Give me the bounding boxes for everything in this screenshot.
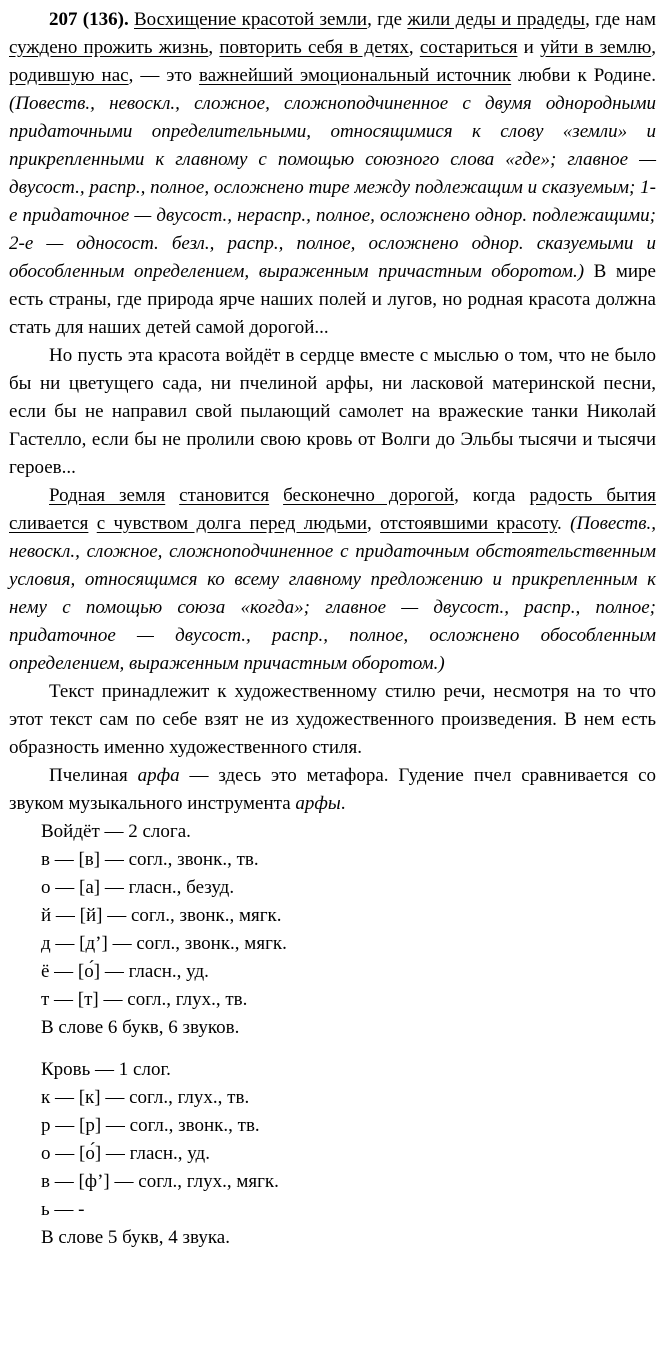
paragraph-style-analysis (9, 678, 656, 762)
text-segment: . (557, 513, 571, 534)
text-segment: р — [р] — согл., звонк., тв. (41, 1115, 260, 1136)
phonetic-line (9, 930, 656, 958)
text-segment: — здесь это метафора. Гудение пчел сравнивается со звуком музыкального инструмента (9, 765, 656, 814)
text-segment: о — [о́] — гласн., уд. (41, 1143, 210, 1164)
text-segment: состариться (419, 37, 518, 58)
text-segment: любви к Родине. (511, 65, 656, 86)
phonetic-line (9, 1196, 656, 1224)
phonetic-word-1-total (9, 1014, 656, 1042)
phonetic-line (9, 846, 656, 874)
text-segment: суждено прожить жизнь (9, 37, 209, 58)
text-segment: отстоявшими красоту (380, 513, 558, 534)
phonetic-line (9, 902, 656, 930)
text-segment: повторить себя в детях (219, 37, 409, 58)
exercise-paragraph-main (9, 6, 656, 342)
text-segment: . (340, 793, 346, 814)
document-content (9, 6, 656, 1252)
phonetic-line (9, 1168, 656, 1196)
text-segment: д — [д’] — согл., звонк., мягк. (41, 933, 287, 954)
text-segment: Но пусть эта красота войдёт в сердце вместе с мыслью о том, что не было бы ни цветущего сада, ни пчелиной арфы, ни ласковой материнской песни, если бы не направил свой пылающий самолет на вражеские танки Николай Гастелло, если бы не пролили свою кровь от Волги до Эльбы тысячи и тысячи героев... (9, 345, 656, 478)
text-segment (165, 485, 179, 506)
text-segment: Кровь — 1 слог. (41, 1059, 171, 1080)
text-segment: 207 (136). (49, 9, 134, 30)
paragraph-krasota (9, 342, 656, 482)
text-segment: ё — [о́] — гласн., уд. (41, 961, 209, 982)
text-segment (269, 485, 283, 506)
text-segment: уйти в землю (540, 37, 652, 58)
paragraph-metaphor (9, 762, 656, 818)
text-segment: важнейший эмоциональный источник (198, 65, 512, 86)
text-segment: и (517, 37, 541, 58)
block-spacer (9, 1042, 656, 1056)
text-segment: , где нам (585, 9, 656, 30)
text-segment: , — это (128, 65, 199, 86)
phonetic-word-2-title (9, 1056, 656, 1084)
phonetic-line (9, 1084, 656, 1112)
text-segment: к — [к] — согл., глух., тв. (41, 1087, 250, 1108)
text-segment: жили деды и прадеды (407, 9, 586, 30)
text-segment: Текст принадлежит к художественному стилю речи, несмотря на то что этот текст сам по себе взят не из художественного произведения. В нем есть образность именно художественного стиля. (9, 681, 656, 758)
text-segment: , (366, 513, 381, 534)
text-segment: ь — - (41, 1199, 85, 1220)
phonetic-word-2-total (9, 1224, 656, 1252)
text-segment (88, 513, 96, 534)
phonetic-line (9, 958, 656, 986)
phonetic-line (9, 1140, 656, 1168)
text-segment: В слове 6 букв, 6 звуков. (41, 1017, 240, 1038)
text-segment: становится (179, 485, 270, 506)
text-segment: родившую нас (9, 65, 129, 86)
text-segment: сливается (9, 513, 89, 534)
text-segment: арфа (137, 765, 180, 786)
text-segment: (Повеств., невоскл., сложное, сложноподчиненное с придаточным обстоятельственным условия, относящимся ко всему главному предложению и прикрепленным к нему с помощью союза «когда»; главное — двусост., распр., полное; придаточное — двусост., распр., полное, осложнено обособленным определением, выраженным причастным оборотом.) (9, 513, 657, 674)
text-segment: , (651, 37, 657, 58)
text-segment: Пчелиная (49, 765, 138, 786)
text-segment: с чувством долга перед людьми (96, 513, 367, 534)
phonetic-line (9, 986, 656, 1014)
text-segment: й — [й] — согл., звонк., мягк. (41, 905, 282, 926)
text-segment: , (208, 37, 220, 58)
phonetic-line (9, 1112, 656, 1140)
text-segment: В мире есть страны, где природа ярче наших полей и лугов, но родная красота должна стать для наших детей самой дорогой... (9, 261, 656, 338)
text-segment: т — [т] — согл., глух., тв. (41, 989, 248, 1010)
text-segment: арфы (295, 793, 341, 814)
text-segment: в — [в] — согл., звонк., тв. (41, 849, 259, 870)
text-segment: (Повеств., невоскл., сложное, сложноподчиненное с двумя однородными придаточными определительными, относящимися к слову «земли» и прикрепленными к главному с помощью союзного слова «где»; главное — двусост., распр., полное, осложнено тире между подлежащим и сказуемым; 1-е придаточное — двусост., нераспр., полное, осложнено однор. подлежащими; 2-е — односост. безл., распр., полное, осложнено однор. сказуемыми и обособленным определением, выраженным причастным оборотом.) (9, 93, 656, 282)
text-segment: о — [а] — гласн., безуд. (41, 877, 235, 898)
text-segment: Восхищение красотой земли (134, 9, 368, 30)
text-segment: , (408, 37, 420, 58)
phonetic-word-1-title (9, 818, 656, 846)
text-segment: В слове 5 букв, 4 звука. (41, 1227, 230, 1248)
text-segment: Родная земля (49, 485, 166, 506)
paragraph-rodnaya-zemlya (9, 482, 656, 678)
text-segment: в — [ф’] — согл., глух., мягк. (41, 1171, 279, 1192)
text-segment: Войдёт — 2 слога. (41, 821, 191, 842)
text-segment: бесконечно дорогой (283, 485, 455, 506)
text-segment: , когда (454, 485, 530, 506)
text-segment: , где (367, 9, 408, 30)
text-segment: радость бытия (529, 485, 657, 506)
phonetic-line (9, 874, 656, 902)
